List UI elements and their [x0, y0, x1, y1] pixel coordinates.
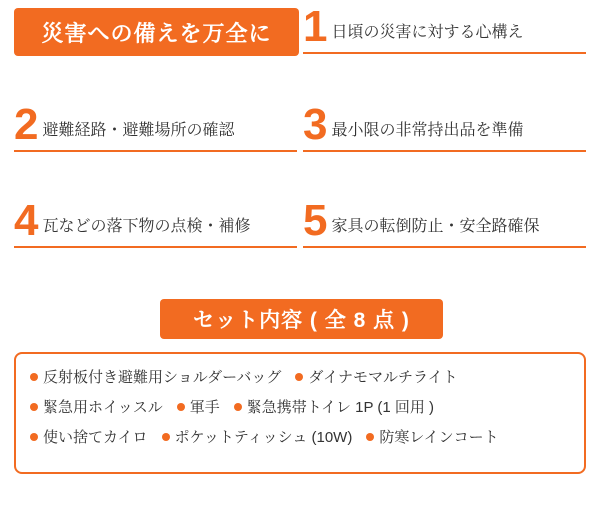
- list-item: [366, 426, 498, 447]
- point-item-2: [14, 100, 297, 152]
- bullet-dot-icon: [234, 403, 242, 411]
- bullet-dot-icon: [30, 373, 38, 381]
- set-contents-label: セット内容 ( 全 8 点 ): [193, 309, 410, 332]
- set-contents-badge: [160, 299, 443, 339]
- contents-box: [14, 352, 586, 474]
- point-text-2: 避難経路・避難場所の確認: [42, 121, 235, 139]
- list-item-label: 緊急携帯トイレ 1P (1 回用 ): [246, 399, 435, 416]
- point-text-5: 家具の転倒防止・安全路確保: [331, 217, 540, 235]
- list-item: [177, 396, 220, 417]
- bullet-dot-icon: [30, 403, 38, 411]
- point-number-5: 5: [303, 196, 328, 245]
- list-item: [162, 426, 353, 447]
- contents-row: [30, 366, 570, 387]
- bullet-dot-icon: [366, 433, 374, 441]
- list-item: [30, 396, 163, 417]
- point-number-2: 2: [14, 100, 39, 149]
- point-item-4: [14, 196, 297, 248]
- list-item-label: 緊急用ホイッスル: [43, 399, 163, 416]
- bullet-dot-icon: [177, 403, 185, 411]
- list-item-label: 使い捨てカイロ: [43, 429, 148, 446]
- list-item-label: 軍手: [189, 399, 220, 416]
- point-item-5: [303, 196, 586, 248]
- bullet-dot-icon: [295, 373, 303, 381]
- list-item: [30, 426, 148, 447]
- list-item-label: 反射板付き避難用ショルダーバッグ: [43, 369, 282, 386]
- point-number-3: 3: [303, 100, 328, 149]
- bullet-dot-icon: [162, 433, 170, 441]
- heading-label: 災害への備えを万全に: [41, 20, 272, 46]
- point-number-4: 4: [14, 196, 39, 245]
- contents-row: [30, 426, 570, 447]
- list-item-label: 防寒レインコート: [379, 429, 499, 446]
- point-text-3: 最小限の非常持出品を準備: [331, 121, 524, 139]
- list-item: [234, 396, 434, 417]
- point-number-1: 1: [303, 2, 328, 51]
- list-item-label: ポケットティッシュ (10W): [174, 429, 353, 446]
- heading-badge: [14, 8, 299, 56]
- list-item: [295, 366, 457, 387]
- list-item: [30, 366, 281, 387]
- contents-row: [30, 396, 570, 417]
- point-item-1: [303, 2, 586, 54]
- point-text-1: 日頃の災害に対する心構え: [331, 23, 524, 41]
- point-item-3: [303, 100, 586, 152]
- bullet-dot-icon: [30, 433, 38, 441]
- point-text-4: 瓦などの落下物の点検・補修: [42, 217, 251, 235]
- list-item-label: ダイナモマルチライト: [308, 369, 458, 386]
